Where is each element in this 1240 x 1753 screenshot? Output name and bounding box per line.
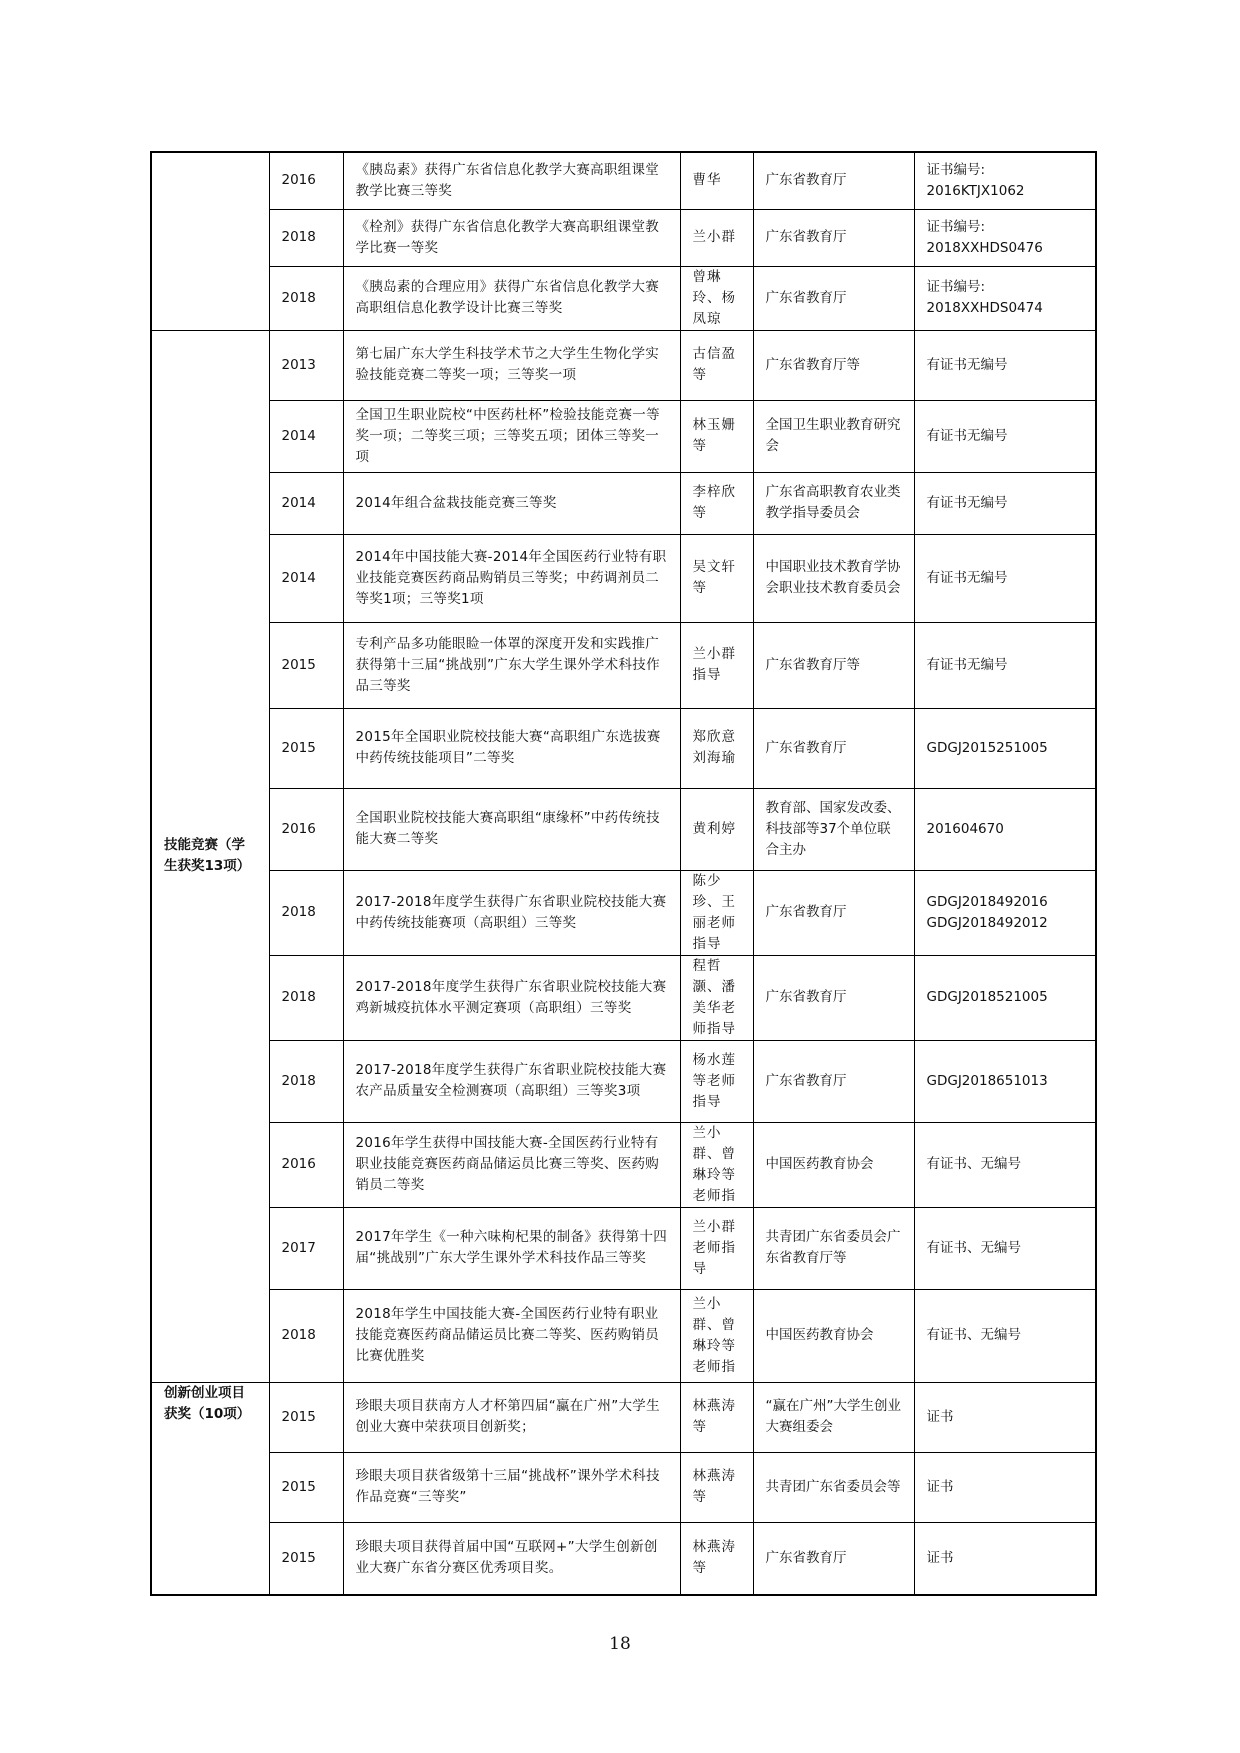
category-cell — [151, 1382, 269, 1595]
organization-cell: 中国医药教育协会 — [753, 1289, 914, 1382]
organization-cell: 共青团广东省委员会广东省教育厅等 — [753, 1207, 914, 1289]
description-cell: 2017-2018年度学生获得广东省职业院校技能大赛中药传统技能赛项（高职组）三等奖 — [343, 870, 680, 955]
year-cell: 2015 — [269, 1382, 343, 1452]
organization-cell: 广东省教育厅 — [753, 870, 914, 955]
people-cell: 兰小群、曾琳玲等老师指 — [680, 1289, 753, 1382]
year-cell: 2015 — [269, 1522, 343, 1595]
certificate-cell: 有证书无编号 — [914, 622, 1096, 708]
people-cell: 林玉姗等 — [680, 400, 753, 472]
organization-cell: 中国医药教育协会 — [753, 1122, 914, 1207]
table-row — [151, 152, 1096, 209]
people-cell: 兰小群、曾琳玲等老师指 — [680, 1122, 753, 1207]
people-cell: 林燕涛等 — [680, 1452, 753, 1522]
organization-cell: 教育部、国家发改委、科技部等37个单位联合主办 — [753, 788, 914, 870]
table-row — [151, 870, 1096, 955]
certificate-cell — [914, 870, 1096, 955]
awards-table-body — [151, 152, 1096, 1595]
description-cell: 全国职业院校技能大赛高职组“康缘杯”中药传统技能大赛二等奖 — [343, 788, 680, 870]
description-cell: 全国卫生职业院校“中医药杜杯”检验技能竞赛一等奖一项；二等奖三项；三等奖五项；团体三等奖一项 — [343, 400, 680, 472]
table-row — [151, 1040, 1096, 1122]
people-cell: 吴文轩等 — [680, 534, 753, 622]
certificate-text: 证书编号: 2018XXHDS0476 — [926, 218, 1043, 256]
year-cell: 2015 — [269, 708, 343, 788]
year-cell: 2016 — [269, 788, 343, 870]
table-row — [151, 1452, 1096, 1522]
description-cell: 2014年组合盆栽技能竞赛三等奖 — [343, 472, 680, 534]
certificate-cell: 有证书无编号 — [914, 330, 1096, 400]
table-row — [151, 472, 1096, 534]
awards-table — [150, 151, 1097, 1596]
certificate-cell: 证书 — [914, 1522, 1096, 1595]
certificate-cell: GDGJ2018521005 — [914, 955, 1096, 1040]
people-cell: 李梓欣等 — [680, 472, 753, 534]
certificate-cell: 有证书无编号 — [914, 400, 1096, 472]
year-cell: 2016 — [269, 1122, 343, 1207]
certificate-cell: GDGJ2018651013 — [914, 1040, 1096, 1122]
table-row — [151, 209, 1096, 266]
certificate-cell: 有证书、无编号 — [914, 1289, 1096, 1382]
table-row — [151, 955, 1096, 1040]
certificate-cell: 证书 — [914, 1382, 1096, 1452]
year-cell: 2017 — [269, 1207, 343, 1289]
certificate-text: 证书编号: 2018XXHDS0474 — [926, 279, 1043, 316]
description-cell: 2016年学生获得中国技能大赛-全国医药行业特有职业技能竞赛医药商品储运员比赛三等奖、医药购销员二等奖 — [343, 1122, 680, 1207]
description-cell: 专利产品多功能眼睑一体罩的深度开发和实践推广获得第十三届“挑战别”广东大学生课外学术科技作品三等奖 — [343, 622, 680, 708]
year-cell: 2018 — [269, 870, 343, 955]
certificate-cell — [914, 209, 1096, 266]
organization-cell: 广东省高职教育农业类教学指导委员会 — [753, 472, 914, 534]
page-number: 18 — [609, 1634, 631, 1654]
people-cell: 兰小群指导 — [680, 622, 753, 708]
description-cell: 《胰岛素的合理应用》获得广东省信息化教学大赛高职组信息化教学设计比赛三等奖 — [343, 266, 680, 330]
table-row — [151, 622, 1096, 708]
people-cell: 兰小群 — [680, 209, 753, 266]
table-row — [151, 266, 1096, 330]
description-cell: 2017-2018年度学生获得广东省职业院校技能大赛农产品质量安全检测赛项（高职组）三等奖3项 — [343, 1040, 680, 1122]
organization-cell: 共青团广东省委员会等 — [753, 1452, 914, 1522]
category-label: 创新创业项目获奖（10项） — [164, 1384, 251, 1422]
table-row — [151, 330, 1096, 400]
year-cell: 2013 — [269, 330, 343, 400]
year-cell: 2016 — [269, 152, 343, 209]
description-cell: 珍眼夫项目获南方人才杯第四届“赢在广州”大学生创业大赛中荣获项目创新奖； — [343, 1382, 680, 1452]
year-cell: 2018 — [269, 1040, 343, 1122]
description-cell: 珍眼夫项目获省级第十三届“挑战杯”课外学术科技作品竞赛“三等奖” — [343, 1452, 680, 1522]
category-cell — [151, 330, 269, 1382]
organization-cell: 广东省教育厅 — [753, 266, 914, 330]
table-row — [151, 1207, 1096, 1289]
organization-cell: 全国卫生职业教育研究会 — [753, 400, 914, 472]
year-cell: 2018 — [269, 266, 343, 330]
organization-cell: 广东省教育厅 — [753, 955, 914, 1040]
certificate-text: 证书编号: 2016KTJX1062 — [926, 161, 1025, 199]
people-cell: 程哲灏、潘美华老师指导 — [680, 955, 753, 1040]
people-cell: 林燕涛等 — [680, 1382, 753, 1452]
description-cell: 2017-2018年度学生获得广东省职业院校技能大赛鸡新城疫抗体水平测定赛项（高职组）三等奖 — [343, 955, 680, 1040]
organization-cell: 广东省教育厅 — [753, 152, 914, 209]
year-cell: 2018 — [269, 209, 343, 266]
organization-cell: “赢在广州”大学生创业大赛组委会 — [753, 1382, 914, 1452]
certificate-cell: GDGJ2015251005 — [914, 708, 1096, 788]
description-cell: 2018年学生中国技能大赛-全国医药行业特有职业技能竞赛医药商品储运员比赛二等奖、医药购销员比赛优胜奖 — [343, 1289, 680, 1382]
year-cell: 2014 — [269, 400, 343, 472]
table-row — [151, 400, 1096, 472]
people-cell: 曹华 — [680, 152, 753, 209]
people-cell: 曾琳玲、杨凤琼 — [680, 266, 753, 330]
table-row — [151, 1289, 1096, 1382]
people-cell: 林燕涛等 — [680, 1522, 753, 1595]
certificate-cell: 有证书无编号 — [914, 534, 1096, 622]
table-row — [151, 788, 1096, 870]
description-cell: 《栓剂》获得广东省信息化教学大赛高职组课堂教学比赛一等奖 — [343, 209, 680, 266]
people-cell: 黄利婷 — [680, 788, 753, 870]
people-cell: 陈少珍、王丽老师指导 — [680, 870, 753, 955]
year-cell: 2014 — [269, 534, 343, 622]
certificate-cell: 201604670 — [914, 788, 1096, 870]
certificate-cell: 证书 — [914, 1452, 1096, 1522]
certificate-cell: 有证书无编号 — [914, 472, 1096, 534]
certificate-cell: 有证书、无编号 — [914, 1207, 1096, 1289]
table-row — [151, 708, 1096, 788]
organization-cell: 广东省教育厅 — [753, 1040, 914, 1122]
organization-cell: 广东省教育厅等 — [753, 622, 914, 708]
year-cell: 2014 — [269, 472, 343, 534]
organization-cell: 广东省教育厅 — [753, 209, 914, 266]
certificate-cell — [914, 152, 1096, 209]
organization-cell: 广东省教育厅 — [753, 708, 914, 788]
people-cell: 兰小群老师指导 — [680, 1207, 753, 1289]
year-cell: 2018 — [269, 1289, 343, 1382]
people-cell: 古信盈等 — [680, 330, 753, 400]
category-label: 技能竞赛（学生获奖13项） — [164, 837, 251, 874]
table-row — [151, 1522, 1096, 1595]
certificate-cell: 有证书、无编号 — [914, 1122, 1096, 1207]
certificate-cell — [914, 266, 1096, 330]
people-cell: 郑欣意刘海瑜 — [680, 708, 753, 788]
description-cell: 2017年学生《一种六味枸杞果的制备》获得第十四届“挑战别”广东大学生课外学术科技作品三等奖 — [343, 1207, 680, 1289]
description-cell: 珍眼夫项目获得首届中国“互联网+”大学生创新创业大赛广东省分赛区优秀项目奖。 — [343, 1522, 680, 1595]
description-cell: 《胰岛素》获得广东省信息化教学大赛高职组课堂教学比赛三等奖 — [343, 152, 680, 209]
table-row — [151, 1382, 1096, 1452]
organization-cell: 中国职业技术教育学协会职业技术教育委员会 — [753, 534, 914, 622]
year-cell: 2018 — [269, 955, 343, 1040]
table-row — [151, 1122, 1096, 1207]
organization-cell: 广东省教育厅 — [753, 1522, 914, 1595]
organization-cell: 广东省教育厅等 — [753, 330, 914, 400]
description-cell: 2015年全国职业院校技能大赛“高职组广东选拔赛中药传统技能项目”二等奖 — [343, 708, 680, 788]
certificate-text: GDGJ2018492016 GDGJ2018492012 — [926, 893, 1048, 931]
year-cell: 2015 — [269, 1452, 343, 1522]
year-cell: 2015 — [269, 622, 343, 708]
description-cell: 2014年中国技能大赛-2014年全国医药行业特有职业技能竞赛医药商品购销员三等奖；中药调剂员二等奖1项；三等奖1项 — [343, 534, 680, 622]
table-row — [151, 534, 1096, 622]
description-cell: 第七届广东大学生科技学术节之大学生生物化学实验技能竞赛二等奖一项；三等奖一项 — [343, 330, 680, 400]
people-cell: 杨水莲等老师指导 — [680, 1040, 753, 1122]
category-cell — [151, 152, 269, 330]
